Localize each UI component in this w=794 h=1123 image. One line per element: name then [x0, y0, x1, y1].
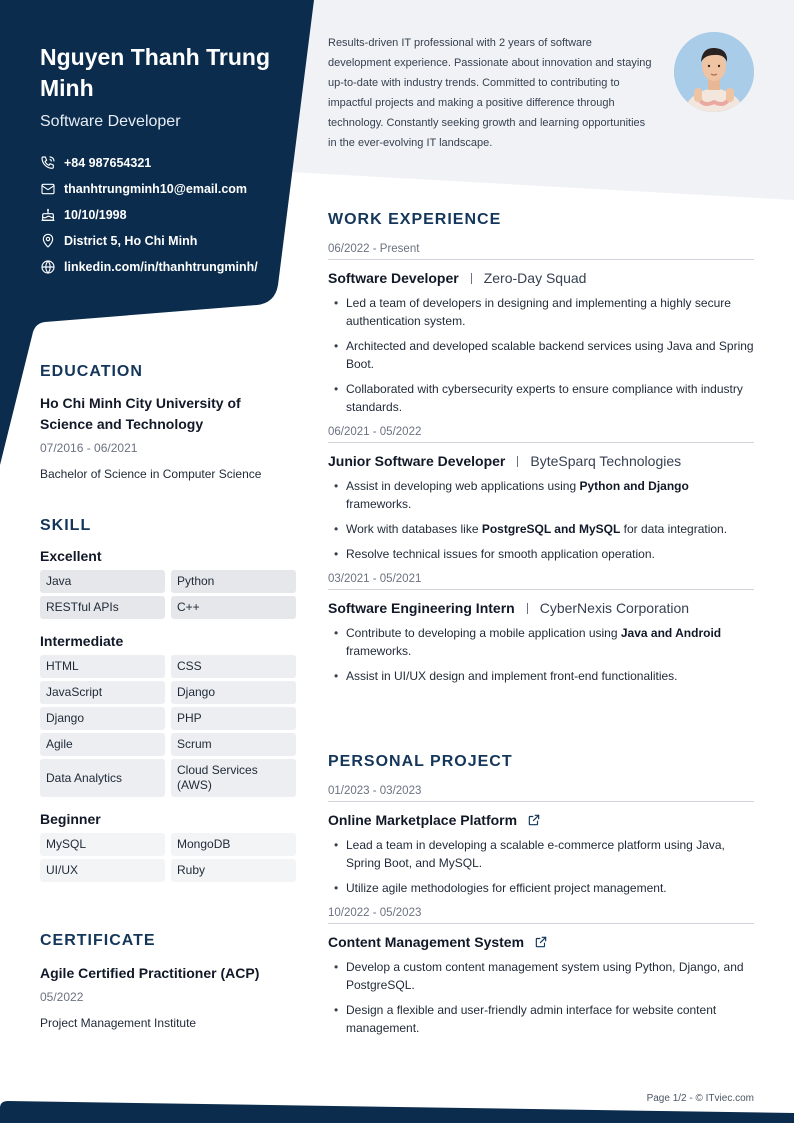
job-entry — [328, 243, 754, 416]
job-entry — [328, 573, 754, 685]
skill-chip: Agile — [40, 733, 165, 756]
skill-grid-excellent — [40, 570, 296, 619]
skill-chip: PHP — [171, 707, 296, 730]
avatar-illustration — [674, 32, 754, 112]
skill-chip: Java — [40, 570, 165, 593]
external-link-icon[interactable] — [534, 935, 548, 949]
job-bullet — [334, 477, 754, 513]
location-icon — [40, 233, 56, 249]
job-role: Software Developer — [40, 113, 181, 130]
bullet-text: Work with databases like — [346, 522, 482, 536]
education-school: Ho Chi Minh City University of Science and Technology — [40, 395, 241, 432]
bullet-text: for data integration. — [620, 522, 728, 536]
skill-chip: Ruby — [171, 859, 296, 882]
project-header — [328, 934, 754, 950]
skill-level-excellent: Excellent — [40, 548, 102, 564]
skill-grid-beginner — [40, 833, 296, 882]
job-bullet: • Collaborated with cybersecurity experts to ensure compliance with industry standards. — [334, 380, 754, 416]
project-bullet: • Develop a custom content management system using Python, Django, and PostgreSQL. — [334, 958, 754, 994]
phone-icon — [40, 155, 56, 171]
job-dates: 03/2021 - 05/2021 — [328, 573, 754, 590]
certificate-date: 05/2022 — [40, 990, 84, 1004]
contact-list — [40, 150, 258, 280]
job-bullet: • Led a team of developers in designing and implementing a highly secure authentication system. — [334, 294, 754, 330]
job-entry — [328, 426, 754, 563]
job-title: Software Engineering Intern — [328, 600, 515, 616]
skill-section — [40, 548, 296, 896]
mail-icon — [40, 181, 56, 197]
skill-level-intermediate: Intermediate — [40, 633, 124, 649]
skill-chip: Django — [171, 681, 296, 704]
job-dates: 06/2022 - Present — [328, 243, 754, 260]
education-title: EDUCATION — [40, 363, 143, 380]
education-dates: 07/2016 - 06/2021 — [40, 441, 138, 455]
job-separator — [527, 603, 528, 614]
project-entry — [328, 785, 754, 897]
bullet-bold: Java and Android — [620, 626, 722, 640]
contact-phone-text: +84 987654321 — [64, 156, 152, 170]
project-header — [328, 812, 754, 828]
job-header — [328, 453, 754, 469]
contact-birthday-text: 10/10/1998 — [64, 208, 127, 222]
skill-chip: Django — [40, 707, 165, 730]
contact-phone — [40, 150, 258, 176]
project-dates: 10/2022 - 05/2023 — [328, 907, 754, 924]
certificate-name: Agile Certified Practitioner (ACP) — [40, 965, 260, 981]
project-entry — [328, 907, 754, 1037]
job-bullets — [334, 294, 754, 416]
globe-icon — [40, 259, 56, 275]
skill-chip: Python — [171, 570, 296, 593]
job-bullets — [334, 477, 754, 563]
bullet-text: frameworks. — [346, 497, 412, 511]
skill-chip: UI/UX — [40, 859, 165, 882]
skill-title: SKILL — [40, 517, 92, 534]
skill-chip: Data Analytics — [40, 759, 165, 797]
profile-summary: Results-driven IT professional with 2 years of software development experience. Passionate about innovation and staying up-to-date with industry trends. Committed to contributing to impactful projects and making a positive difference through technology. Constantly seeking growth and learning opportunities in the ever-evolving IT landscape. — [328, 37, 652, 149]
skill-chip: JavaScript — [40, 681, 165, 704]
external-link-icon[interactable] — [527, 813, 541, 827]
project-bullets — [334, 836, 754, 897]
job-header — [328, 270, 754, 286]
bullet-bold: PostgreSQL and MySQL — [481, 522, 621, 536]
job-header — [328, 600, 754, 616]
project-bullet: • Design a flexible and user-friendly admin interface for website content management. — [334, 1001, 754, 1037]
skill-chip: Cloud Services (AWS) — [171, 759, 296, 797]
job-company: CyberNexis Corporation — [539, 600, 690, 616]
skill-grid-intermediate — [40, 655, 296, 797]
certificate-title: CERTIFICATE — [40, 932, 156, 949]
skill-chip: C++ — [171, 596, 296, 619]
job-bullet: • Resolve technical issues for smooth application operation. — [334, 545, 754, 563]
job-company: Zero-Day Squad — [483, 270, 587, 286]
project-title: PERSONAL PROJECT — [328, 753, 513, 770]
skill-level-beginner: Beginner — [40, 811, 101, 827]
skill-chip: RESTful APIs — [40, 596, 165, 619]
bullet-text: frameworks. — [346, 644, 412, 658]
contact-email-text: thanhtrungminh10@email.com — [64, 182, 248, 196]
project-bullet: • Lead a team in developing a scalable e-commerce platform using Java, Spring Boot, and MySQL. — [334, 836, 754, 872]
job-bullet: • Architected and developed scalable backend services using Java and Spring Boot. — [334, 337, 754, 373]
skill-chip: Scrum — [171, 733, 296, 756]
skill-chip: HTML — [40, 655, 165, 678]
work-section — [328, 243, 754, 692]
contact-email — [40, 176, 258, 202]
avatar — [674, 32, 754, 112]
certificate-issuer: Project Management Institute — [40, 1016, 197, 1030]
project-name: Online Marketplace Platform — [328, 812, 518, 828]
job-bullet: • Assist in UI/UX design and implement front-end functionalities. — [334, 667, 754, 685]
skill-chip: MySQL — [40, 833, 165, 856]
project-dates: 01/2023 - 03/2023 — [328, 785, 754, 802]
job-bullet — [334, 520, 754, 538]
contact-address-text: District 5, Ho Chi Minh — [64, 234, 198, 248]
candidate-name: Nguyen Thanh Trung Minh — [40, 44, 270, 101]
job-title: Junior Software Developer — [328, 453, 506, 469]
contact-linkedin-text[interactable]: linkedin.com/in/thanhtrungminh/ — [64, 260, 258, 274]
project-bullet: • Utilize agile methodologies for efficient project management. — [334, 879, 754, 897]
certificate-section — [40, 963, 296, 1030]
job-company: ByteSparq Technologies — [530, 453, 682, 469]
education-section — [40, 393, 296, 481]
skill-chip: CSS — [171, 655, 296, 678]
page-footer: Page 1/2 - © ITviec.com — [646, 1093, 754, 1104]
bullet-bold: Python and Django — [579, 479, 689, 493]
education-degree: Bachelor of Science in Computer Science — [40, 467, 262, 481]
contact-linkedin[interactable] — [40, 254, 258, 280]
footer-bar — [0, 1101, 794, 1123]
project-bullets — [334, 958, 754, 1037]
job-separator — [517, 456, 518, 467]
contact-address — [40, 228, 258, 254]
bullet-text: Contribute to developing a mobile application using — [346, 626, 621, 640]
job-bullet — [334, 624, 754, 660]
skill-chip: MongoDB — [171, 833, 296, 856]
bullet-text: Assist in developing web applications using — [346, 479, 580, 493]
project-name: Content Management System — [328, 934, 525, 950]
job-bullets — [334, 624, 754, 685]
job-dates: 06/2021 - 05/2022 — [328, 426, 754, 443]
contact-birthday — [40, 202, 258, 228]
project-section — [328, 785, 754, 1044]
job-separator — [471, 273, 472, 284]
job-title: Software Developer — [328, 270, 459, 286]
cake-icon — [40, 207, 56, 223]
work-title: WORK EXPERIENCE — [328, 211, 502, 228]
